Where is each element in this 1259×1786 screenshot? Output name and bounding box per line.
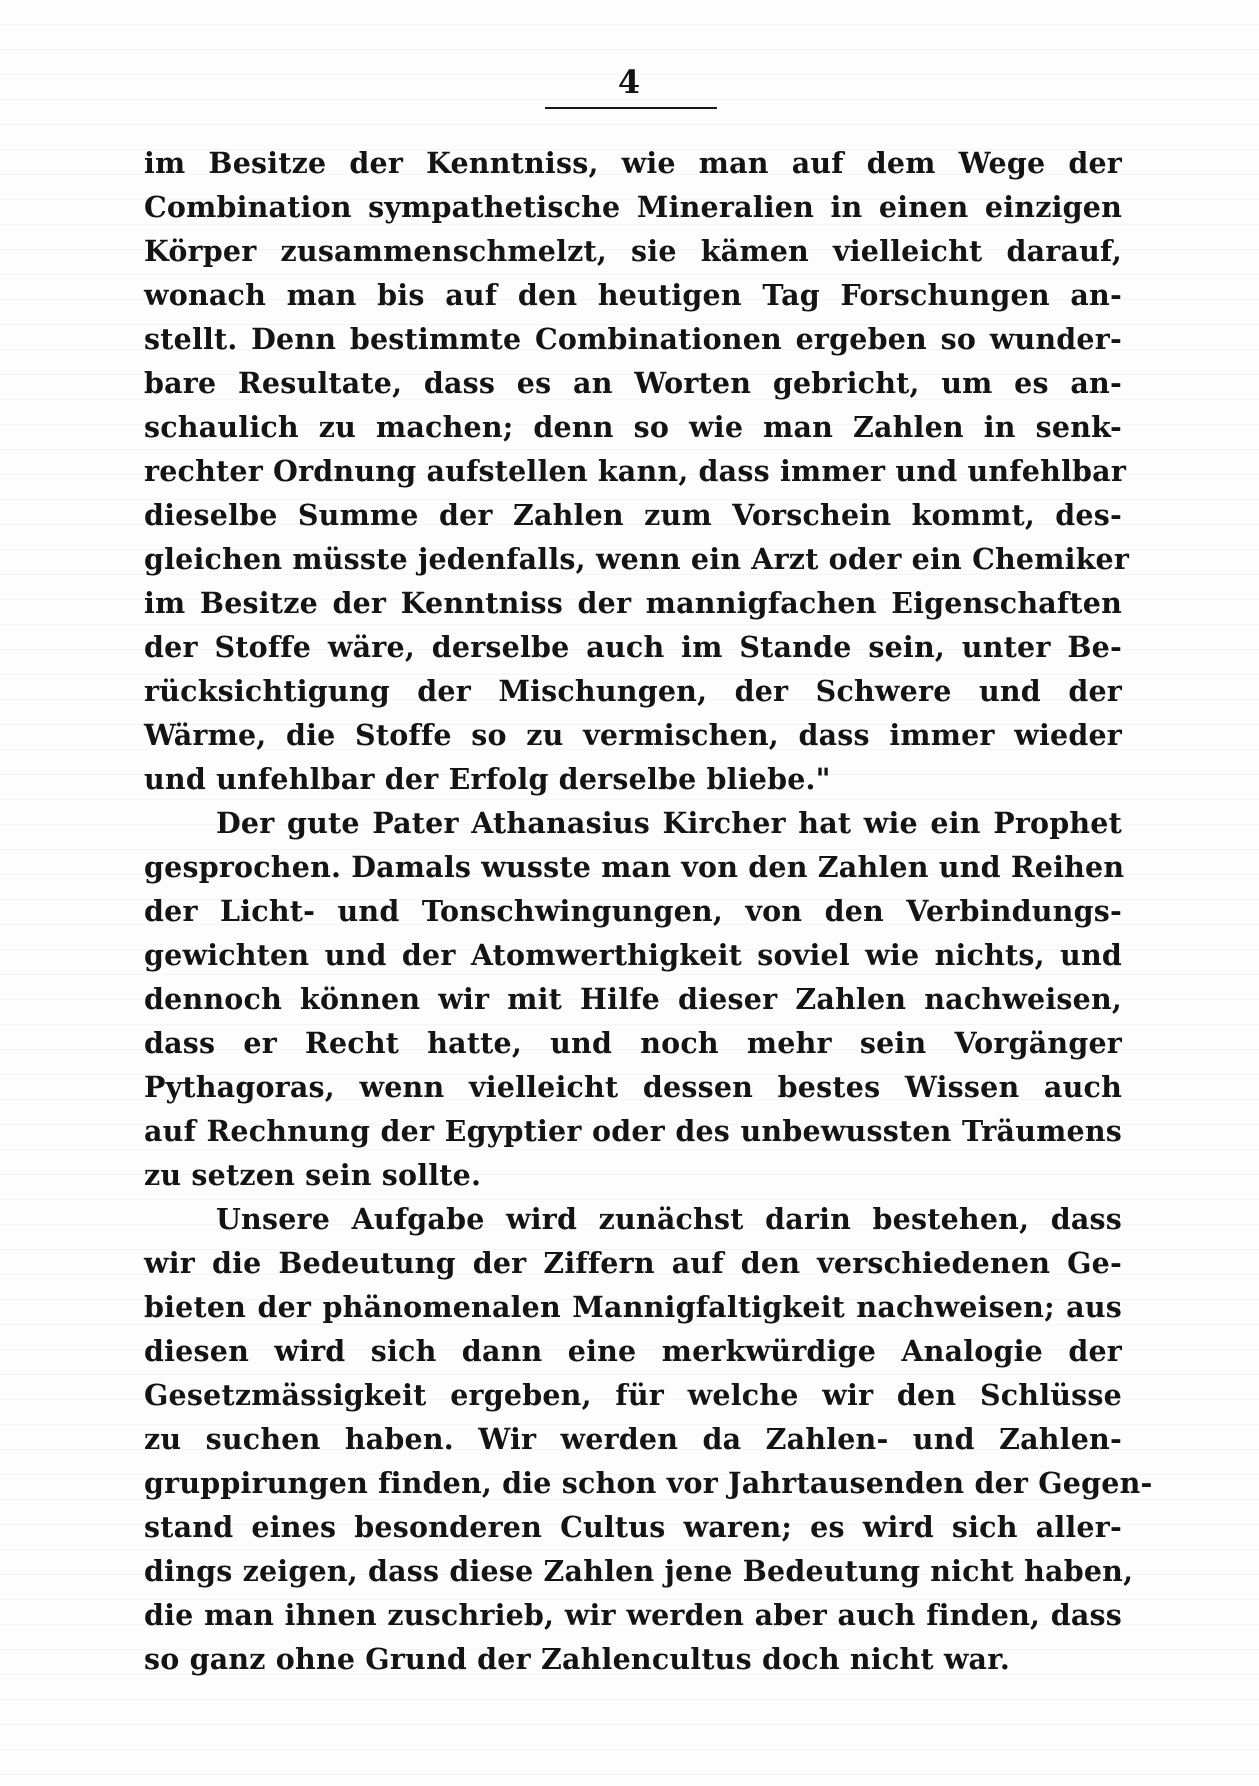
text-line: gruppirungen finden, die schon vor Jahrtausenden der Gegen- bbox=[144, 1466, 1153, 1500]
text-line: Körper zusammenschmelzt, sie kämen vielleicht darauf, bbox=[144, 234, 1122, 268]
text-line: im Besitze der Kenntniss, wie man auf dem Wege der bbox=[144, 146, 1122, 180]
paragraph-3 bbox=[144, 1197, 1153, 1681]
paragraph-2 bbox=[144, 801, 1125, 1197]
text-line: und unfehlbar der Erfolg derselbe bliebe." bbox=[144, 762, 831, 796]
text-line: im Besitze der Kenntniss der mannigfachen Eigenschaften bbox=[144, 586, 1122, 620]
text-line: dass er Recht hatte, und noch mehr sein Vorgänger bbox=[144, 1026, 1122, 1060]
text-line: gesprochen. Damals wusste man von den Zahlen und Reihen bbox=[144, 850, 1125, 884]
body-text bbox=[144, 141, 1153, 1681]
text-line: gewichten und der Atomwerthigkeit soviel wie nichts, und bbox=[144, 938, 1122, 972]
text-line: der Licht- und Tonschwingungen, von den Verbindungs- bbox=[144, 894, 1122, 928]
text-line: wir die Bedeutung der Ziffern auf den verschiedenen Ge- bbox=[144, 1246, 1122, 1280]
text-line: wonach man bis auf den heutigen Tag Forschungen an- bbox=[144, 278, 1122, 312]
text-line: auf Rechnung der Egyptier oder des unbewussten Träumens bbox=[144, 1114, 1122, 1148]
text-line: gleichen müsste jedenfalls, wenn ein Arzt oder ein Chemiker bbox=[144, 542, 1130, 576]
text-line: diesen wird sich dann eine merkwürdige Analogie der bbox=[144, 1334, 1122, 1368]
text-line: rechter Ordnung aufstellen kann, dass immer und unfehlbar bbox=[144, 454, 1127, 488]
text-line: schaulich zu machen; denn so wie man Zahlen in senk- bbox=[144, 410, 1122, 444]
text-line: stand eines besonderen Cultus waren; es wird sich aller- bbox=[144, 1510, 1122, 1544]
text-line: Combination sympathetische Mineralien in einen einzigen bbox=[144, 190, 1122, 224]
text-line: Gesetzmässigkeit ergeben, für welche wir den Schlüsse bbox=[144, 1378, 1122, 1412]
text-line: so ganz ohne Grund der Zahlencultus doch nicht war. bbox=[144, 1642, 1010, 1676]
paragraph-1 bbox=[144, 141, 1130, 801]
page-header bbox=[0, 62, 1259, 102]
text-line: dieselbe Summe der Zahlen zum Vorschein kommt, des- bbox=[144, 498, 1122, 532]
text-line: rücksichtigung der Mischungen, der Schwere und der bbox=[144, 674, 1122, 708]
text-line: zu suchen haben. Wir werden da Zahlen- und Zahlen- bbox=[144, 1422, 1122, 1456]
page-number: 4 bbox=[617, 63, 642, 101]
text-line: Pythagoras, wenn vielleicht dessen bestes Wissen auch bbox=[144, 1070, 1122, 1104]
text-line: zu setzen sein sollte. bbox=[144, 1158, 482, 1192]
text-line: bare Resultate, dass es an Worten gebricht, um es an- bbox=[144, 366, 1122, 400]
header-rule bbox=[545, 107, 717, 109]
text-line: Der gute Pater Athanasius Kircher hat wie ein Prophet bbox=[216, 806, 1122, 840]
text-line: stellt. Denn bestimmte Combinationen ergeben so wunder- bbox=[144, 322, 1122, 356]
text-line: der Stoffe wäre, derselbe auch im Stande sein, unter Be- bbox=[144, 630, 1122, 664]
text-line: bieten der phänomenalen Mannigfaltigkeit nachweisen; aus bbox=[144, 1290, 1122, 1324]
text-line: dennoch können wir mit Hilfe dieser Zahlen nachweisen, bbox=[144, 982, 1122, 1016]
text-line: dings zeigen, dass diese Zahlen jene Bedeutung nicht haben, bbox=[144, 1554, 1134, 1588]
text-line: die man ihnen zuschrieb, wir werden aber auch finden, dass bbox=[144, 1598, 1122, 1632]
text-line: Wärme, die Stoffe so zu vermischen, dass immer wieder bbox=[144, 718, 1122, 752]
text-line: Unsere Aufgabe wird zunächst darin bestehen, dass bbox=[216, 1202, 1122, 1236]
